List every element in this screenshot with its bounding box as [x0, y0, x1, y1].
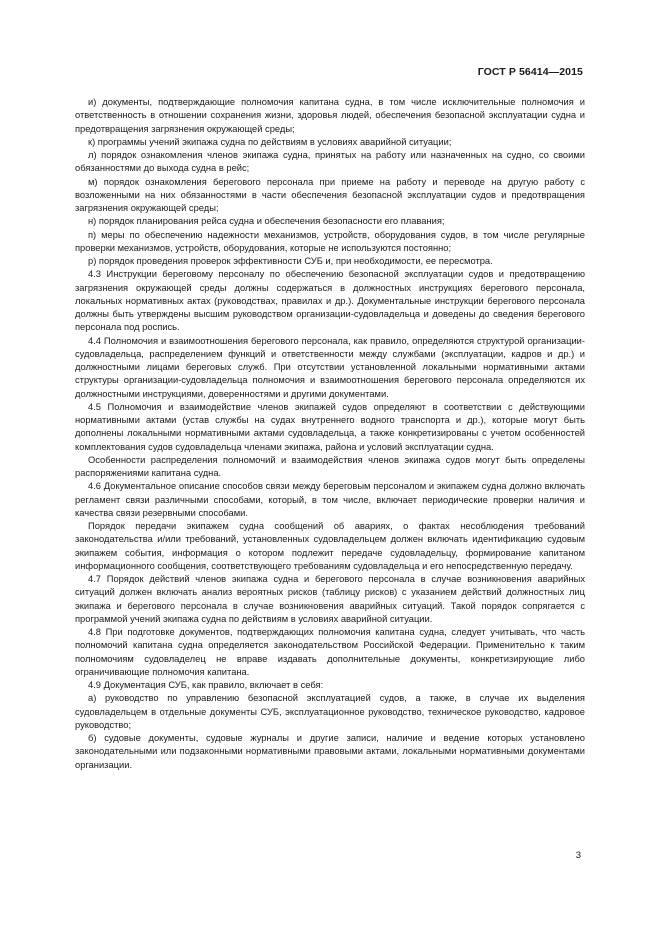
paragraph-item-a: а) руководство по управлению безопасной эксплуатацией судов, а также, в случае их выделения судовладельцем в отдельные документы СУБ, эксплуатационное руководство, техническое руководство, кадровое руководство; — [75, 693, 585, 730]
paragraph-item-r: р) порядок проведения проверок эффективности СУБ и, при необходимости, ее пересмотра. — [88, 256, 493, 266]
paragraph-item-i: и) документы, подтверждающие полномочия капитана судна, в том числе исключительные полномочия и ответственность в отношении сохранения жизни, здоровья людей, обеспечения безопасной эксплуатации судна и предотвращения загрязнения окружающей среды; — [75, 97, 585, 134]
paragraph-4-7: 4.7 Порядок действий членов экипажа судна и берегового персонала в случае возникновения аварийных ситуаций должен включать анализ вероятных рисков (таблицу рисков) с указанием действий должностных лиц экипажа и берегового персонала в случае возникновения аварийных ситуаций. Такой порядок сопрягается с программой учений экипажа судна по действиям в условиях аварийной ситуации. — [75, 574, 585, 624]
paragraph-4-6-note: Порядок передачи экипажем судна сообщений об авариях, о фактах несоблюдения требований законодательства и/или требований, установленных судовладельцем должен включать идентификацию судовым экипажем события, информация о котором подлежит передаче судовладельцу, формирование капитаном информационного сообщения, соответствующего требованиям судовладельца и его непосредственную передачу. — [75, 521, 585, 571]
document-body — [75, 96, 585, 772]
paragraph-4-3: 4.3 Инструкции береговому персоналу по обеспечению безопасной эксплуатации судов и предотвращению загрязнения окружающей среды должны содержаться в должностных инструкциях берегового персонала, локальных нормативных актах (руководствах, правилах и др.). Документальные инструкции берегового персонала должны быть утверждены высшим руководством организации-судовладельца и доведены до сведения берегового персонала под роспись. — [75, 269, 585, 333]
paragraph-4-5: 4.5 Полномочия и взаимодействие членов экипажей судов определяют в соответствии с действующими нормативными актами (устав службы на судах внутреннего водного транспорта и др.), которые могут быть дополнены локальными нормативными актами судовладельца, а также конкретизированы с учетом особенностей комплектования судов судовладельца членами экипажа, района и условий эксплуатации судна. — [75, 401, 585, 452]
paragraph-item-k: к) программы учений экипажа судна по действиям в условиях аварийной ситуации; — [88, 136, 452, 147]
paragraph-4-4: 4.4 Полномочия и взаимоотношения берегового персонала, как правило, определяются структурой организации-судовладельца, распределением функций и ответственности между службами (эксплуатации, кадров и др.) и должностными лицами береговых служб. При отсутствии установленной локальными нормативными актами структуры организации-судовладельца полномочия и взаимоотношения берегового персонала определяются их должностными инструкциями, доверенностями и другими документами. — [75, 335, 585, 399]
document-header: ГОСТ Р 56414—2015 — [477, 66, 583, 78]
paragraph-item-l: л) порядок ознакомления членов экипажа судна, принятых на работу или назначенных на судно, со своими обязанностями до выхода судна в рейс; — [75, 150, 585, 174]
paragraph-4-9: 4.9 Документация СУБ, как правило, включает в себя: — [88, 680, 324, 690]
paragraph-4-6: 4.6 Документальное описание способов связи между береговым персоналом и экипажем судна должно включать регламент связи различными способами, который, в том числе, включает периодические проверки наличия и качества связи резервными способами. — [75, 481, 585, 518]
paragraph-4-5-note: Особенности распределения полномочий и взаимодействия членов экипажа судов могут быть определены распоряжениями капитана судна. — [75, 454, 585, 478]
paragraph-item-p: п) меры по обеспечению надежности механизмов, устройств, оборудования судов, в том числе регулярные проверки механизмов, устройств, оборудования, которые не используются постоянно; — [75, 229, 585, 253]
page-number: 3 — [575, 850, 581, 861]
paragraph-item-n: н) порядок планирования рейса судна и обеспечения безопасности его плавания; — [88, 216, 445, 227]
paragraph-4-8: 4.8 При подготовке документов, подтверждающих полномочия капитана судна, следует учитывать, что часть полномочий капитана судна определяется законодательством Российской Федерации. Применительно к таким полномочиям судовладелец не вправе издавать дополнительные документы, конкретизирующие либо ограничивающие полномочия капитана. — [75, 627, 585, 677]
paragraph-item-m: м) порядок ознакомления берегового персонала при приеме на работу и переводе на другую работу с возложенными на них обязанностями в части обеспечения безопасной эксплуатации судов и предотвращения загрязнения окружающей среды; — [75, 176, 585, 213]
paragraph-item-b: б) судовые документы, судовые журналы и другие записи, наличие и ведение которых установлено законодательными или подзаконными нормативными правовыми актами, локальными нормативными документами организации. — [75, 733, 585, 770]
